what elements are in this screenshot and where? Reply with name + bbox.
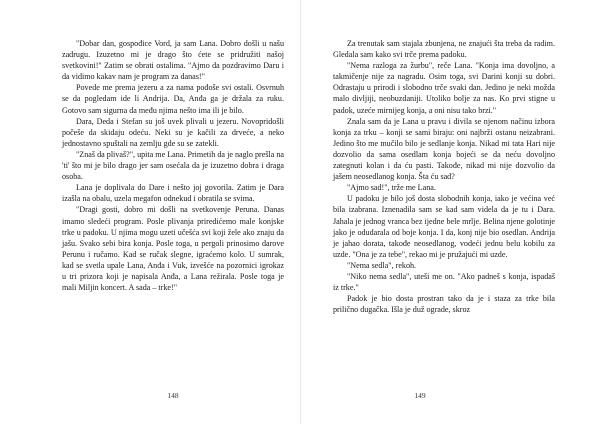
page-number-left: 148: [167, 391, 179, 400]
paragraph: "Nema razloga za žurbu", reče Lana. "Konja ima dovoljno, a takmičenje nije za nagradu. Osim toga, svi Darini konji su dobri. Odrastaju u prirodi i slobodno trče svaki dan. Jedino je neki možda malo divljiji, neobuzdaniji. Utoliko bolje za nas. Ko prvi stigne u padok, uzeće mirnijeg konja, a oni nisu tako brzi.": [333, 61, 555, 115]
paragraph: "Nema sedla", rekoh.: [347, 260, 417, 270]
paragraph: "Dragi gosti, dobro mi došli na svetkovenje Peruna. Danas imamo sledeći program. Posle plivanja priredićemo male konjske trke u padoku. U njima mogu uzeti učešća svi koji žele ako znaju da jašu. Svako sebi bira konja. Posle toga, u pergoli prinosimo darove Perunu i ručamo. Kad se ručak slegne, igraćemo kolo. U sumrak, kad se svetla upale Lana, Anđa i Vuk, izvešće na pozornici igrokaz u tri prizora koji je napisala Anđa, a Lana režirala. Posle toga je mali Miljin koncert. A sada – trke!": [62, 205, 284, 293]
paragraph: Dara, Deda i Stefan su još uvek plivali u jezeru. Novopridošli počeše da skidaju odeću. Neki su je kačili za drveće, a neko jednostavno spuštali na zemlju gde su se zatekli.: [62, 116, 284, 148]
paragraph: Padok je bio dosta prostran tako da je i staza za trke bila prilično dugačka. Išla je duž ograde, skroz: [333, 294, 555, 315]
paragraph: U padoku je bilo još dosta slobodnih konja, iako je većina već bila izabrana. Iznenadila sam se kad sam videla da je tu i Dara. Jahala je jednog vranca bez ijedne bele mrlje. Belina njene golotinje jako je odudarala od boje konja. I da, konj nije bio osedlan. Andrija je jahao doratа, takođe neosedlanog, vodeći jednu belu kobilu za uzde. "Ona je za tebe", rekao mi je pružajući mi uzde.: [333, 194, 555, 259]
paragraph: "Ajmo sad!", trže me Lana.: [347, 183, 436, 193]
paragraph: Znala sam da je Lana u pravu i divila se njenom načinu izbora konja za trku – konji se sami biraju: oni najbrži ostanu neizabrani. Jedino što me mučilo bilo je sedlanje konja. Nikad mi tata Hari nije dozvolio da sama osedlam konja bojeći se da neću dovoljno zategnuti kolan i da ću pasti. Takođe, nikad mi nije dozvolio da jašem neosedlanog konja. Šta ću sad?: [333, 116, 555, 182]
right-page: [333, 38, 555, 315]
paragraph: Povede me prema jezeru a za nama pođoše svi ostali. Osvrnuh se da pogledam ide li Andrija. Da, Anđa ga je držala za ruku. Gotovo sam sigurna da među njima nešto ima ili je bilo.: [62, 83, 284, 115]
paragraph: Za trenutak sam stajala zbunjena, ne znajući šta treba da radim. Gledala sam kako svi trče prema padoku.: [333, 39, 555, 60]
paragraph: "Niko nema sedla", uteši me on. "Ako padneš s konja, ispadaš iz trke.": [333, 271, 555, 293]
paragraph: "Znaš da plivaš?", upita me Lana. Primetih da je naglo prešla na 'ti' što mi je bilo drago jer sam osećala da je izuzetno dobra i draga osoba.: [62, 149, 284, 182]
paragraph: "Dobar dan, gospođice Vord, ja sam Lana. Dobro došli u našu zadrugu. Izuzetno mi je drago što ćete se pridružiti našoj svetkovini!" Zatim se obrati ostalima. "Ajmo da pozdravimo Daru i da vidimo kakav nam je program za danas!": [62, 39, 284, 82]
paragraph: Lana je doplivala do Dare i nešto joj govorila. Zatim je Dara izašla na obalu, uzela megafon odnekud i obratila se svima.: [62, 183, 284, 204]
left-page: [62, 38, 284, 293]
book-gutter: [300, 0, 301, 424]
page-number-right: 149: [414, 391, 426, 400]
